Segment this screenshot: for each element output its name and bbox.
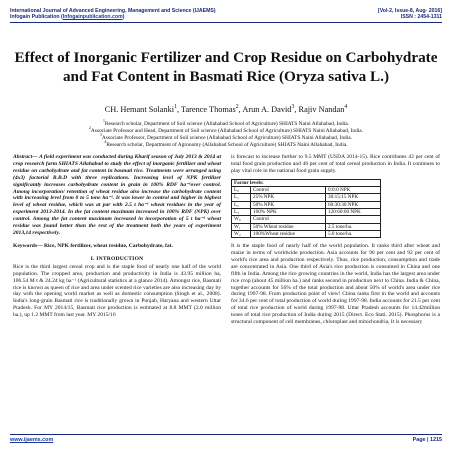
left-column — [13, 154, 221, 319]
affiliation-sup: 2 — [88, 126, 91, 131]
factor-levels-table — [231, 179, 381, 238]
journal-website-link[interactable]: www.ijaems.com — [10, 437, 54, 443]
table-cell-level: 100%Wheat residue — [251, 230, 326, 237]
table-row — [232, 223, 381, 230]
table-row — [232, 208, 381, 215]
table-cell-dose: 60:30:30 NPK — [326, 201, 381, 208]
table-cell-level: Control — [251, 216, 326, 223]
table-cell-dose: 2.5 tone/ha. — [326, 223, 381, 230]
table-cell-level: Control — [251, 187, 326, 194]
affiliation-sup: 4 — [104, 140, 107, 145]
affiliation-text: Research scholar, Department of Agronomy (Allahabad School of Agriculture) SHIATS Naini Allahabad, India. — [106, 142, 348, 148]
keywords-text: Rice, NPK fertilizer, wheat residue, Carbohydrate, fat. — [42, 242, 173, 249]
header-divider — [10, 22, 442, 23]
table-row — [232, 187, 381, 194]
journal-header — [10, 8, 442, 32]
table-cell-dose: 5.0 tone/ha. — [326, 230, 381, 237]
journal-issn: ISSN : 2454-1311 — [400, 14, 442, 20]
section-heading-introduction: I. INTRODUCTION — [90, 255, 144, 262]
publisher-close: ) — [122, 14, 125, 20]
table-cell-symbol: L₀ — [232, 187, 251, 194]
table-cell-symbol: L₁ — [232, 194, 251, 201]
right-paragraph-1: is forecast to increase further to 9.5 MMT (USDA 2014-15). Rice contributes 43 per cent of total food grain production and 46 per cent of total cereal production in India. It continues to play vital role in the national food grain supply. — [231, 154, 440, 174]
table-cell-symbol: W₂ — [232, 230, 251, 237]
table-row — [232, 194, 381, 201]
table-cell-dose: 120:60:60 NPK — [326, 208, 381, 215]
table-header-row — [232, 179, 381, 186]
author-sup: 1 — [174, 104, 177, 111]
publisher-link[interactable]: Infogainpublication.com — [62, 14, 123, 20]
table-cell-level: 50% NPK — [251, 201, 326, 208]
abstract-text: A field experiment was conducted during Kharif season of July 2013 & 2014 at crop research farm SHIATS Allahabad to study the effect of inorganic fertilizer and wheat residue on carbohydrate and fat content in basmati rice. Treatments were arranged using (4x3) factorial R.B.D with three replications. Increasing level of NPK fertilizer significantly increases carbohydrate content in grain in 100% RDF ha⁻¹over control. Among incorporation/ retention of wheat residue also increase the carbohydrate content with increasing level from 0 to 5 tone ha⁻¹. It was lower in control and higher in highest level of wheat residue, which was at par with 2.5 t ha⁻¹ wheat residues in the year of experiment 2013-2014. In the fat content maximum increased in 100% RDF (NPK) over control. Among the fat content maximum increased in incorporation of 5 t ha⁻¹ wheat residue was found better than the rest of the treatment both the years of experiment 2013,14 respectively. — [13, 154, 221, 236]
table-cell-dose — [326, 216, 381, 223]
table-cell-level: 25% NPK — [251, 194, 326, 201]
author-name: Tarence Thomas — [180, 105, 236, 114]
affiliation-list — [12, 121, 440, 149]
table-cell-symbol: W₀ — [232, 216, 251, 223]
abstract-label: Abstract— — [13, 154, 38, 160]
table-cell-symbol: L₃ — [232, 208, 251, 215]
affiliation-text: Associate Professor, Department of Soil science (Allahabad School of Agriculture) SHIATS Naini Allahabad, India. — [101, 135, 352, 141]
right-paragraph-2: It is the staple food of nearly half of the world population. It ranks third after wheat and maize in terms of worldwide production. Asia accounts for 90 per cent and 92 per cent of world's rice area and production respectively. Thus, rice production, consumption and trade are concentrated in Asia. One third of Asia's rice production is consumed in China and one fifth in India. Among the rice growing countries in the world, India has the largest area under rice crop (about 45 million ha.) and ranks second in production next to China. India & China, together accounts for 56% of the total production and about 50% of world's area under rice during 1997-98. From production point of view! China ranks first in the world and accounts for 34.6 per cent of total production of world during 1997-98. India accounts for 21.5 per cent of total rice production of world during 1997-98. Uttar Pradesh accounts for 14.42million tones of total rice production of India during 2015 (Direct. Eco Stati. 2015). Phosphorus is a structural component of cell membranes, chloroplast and mitochondria, It is necessary — [231, 243, 440, 326]
author-sup: 4 — [344, 104, 348, 111]
author-sup: 3 — [291, 104, 295, 111]
table-header: Factor levels: — [232, 179, 381, 186]
table-row — [232, 201, 381, 208]
affiliation-line — [12, 142, 440, 149]
right-column — [231, 154, 440, 326]
publisher-name: Infogain Publication ( — [10, 14, 63, 20]
publisher-line — [10, 14, 124, 20]
author-name: Rajiv Nandan — [298, 105, 345, 114]
author-name: Arun A. David — [242, 105, 292, 114]
table-cell-level: 100% NPK — [251, 208, 326, 215]
footer-divider — [10, 434, 442, 435]
author-sup: 2 — [235, 104, 239, 111]
table-cell-symbol: W₁ — [232, 223, 251, 230]
keywords — [13, 243, 221, 250]
journal-name: International Journal of Advanced Engineering, Management and Science (IJAEMS) — [10, 8, 216, 14]
affiliation-text: Research scholar, Department of Soil science (Allahabad School of Agriculture) SHIATS Naini Allahabad, India. — [104, 121, 349, 127]
table-cell-level: 50% Wheat residue — [251, 223, 326, 230]
author-name: CH. Hemant Solanki — [104, 105, 175, 114]
affiliation-text: Associate Professor and Head, Department of Soil science (Allahabad School of Agriculture) SHIATS Naini Allahabad, India. — [90, 128, 364, 134]
table-cell-dose: 0:0:0 NPK — [326, 187, 381, 194]
keywords-label: Keywords— — [13, 242, 43, 249]
table-row — [232, 230, 381, 237]
table-cell-dose: 30:15:15 NPK — [326, 194, 381, 201]
author-list: CH. Hemant Solanki$^1$, Tarence Thomas$^2$, Arun A. David$^3$, Rajiv Nandan$^4$ — [104, 104, 348, 114]
table-cell-symbol: L₂ — [232, 201, 251, 208]
journal-volume: [Vol-2, Issue-8, Aug- 2016] — [378, 8, 442, 14]
introduction-text: Rice is the third largest cereal crop and is the staple food of nearly one half of the world population. The cropped area, production and productivity in India is 43.95 million ha, 106.54 M t & 24.24 kg ha⁻¹ (Agricultural statistics at a glance 2014). Amongst rice, Basmati rice is known as queen of rice and area under scented rice varieties are also increasing day by day with the opening world market as well as domestic consumption (Singh et al., 2008). India's long-grain Basmati rice is traditionally grown in Punjab, Haryana and western Uttar Pradesh. For MY 2014/15, Basmati rice production is estimated at 8.8 MMT (2.0 million ha.), up 1.2 MMT from last year. MY 2015/16 — [13, 263, 221, 319]
paper-title: Effect of Inorganic Fertilizer and Crop Residue on Carbohydrate and Fat Content in Basmati Rice (Oryza sativa L.) — [14, 49, 438, 85]
table-row — [232, 216, 381, 223]
affiliation-sup: 1 — [103, 119, 105, 124]
abstract — [13, 154, 221, 237]
affiliation-sup: 3 — [100, 133, 102, 138]
page-footer — [10, 434, 442, 446]
page-number: Page | 1215 — [412, 437, 442, 443]
